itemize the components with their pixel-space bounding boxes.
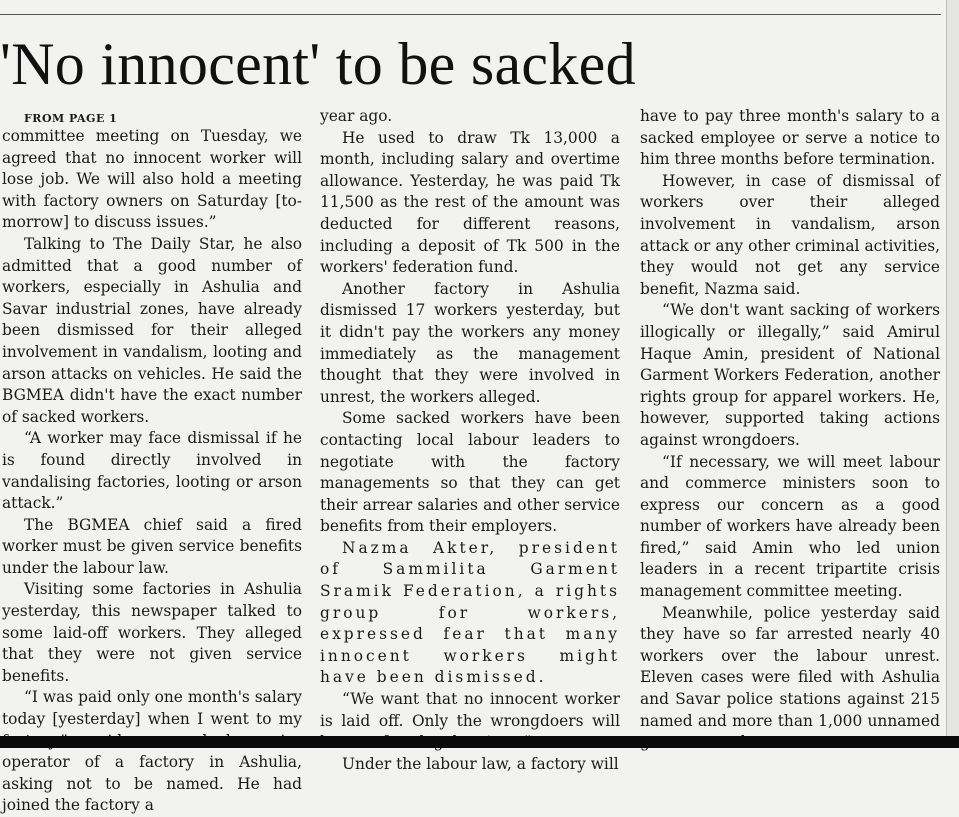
paragraph: “We want that no innocent worker is laid off. Only the wrongdoers will	[320, 690, 620, 730]
paragraph: The BGMEA chief said a fired worker must be given service benefits under the labour law.	[2, 515, 302, 577]
page-edge	[946, 0, 959, 748]
paragraph: Meanwhile, police yesterday said they have so far arrested nearly 40 workers over the labour unrest. Eleven cases were filed with Ashulia and Savar police stations against 215 named and more than 1,000 unnamed	[640, 603, 940, 730]
paragraph: Some sacked workers have been contacting local labour leaders to negotiate with the factory managements so that they can get their arrear salaries and other service benefits from their employers.	[320, 409, 620, 536]
article-column-2	[320, 106, 620, 775]
paragraph: committee meeting on Tuesday, we agreed that no innocent worker will lose job. We will also hold a meeting with factory owners on Saturday [to-morrow] to discuss issues.”	[2, 127, 302, 232]
paragraph: Under the labour law, a factory will	[342, 754, 619, 773]
paragraph: “If necessary, we will meet labour and commerce ministers soon to express our concern as a good number of workers have already been fired,” said Amin who led union leaders in a recent tripartite crisis management committee meeting.	[640, 452, 940, 601]
paragraph: Nazma Akter, president of Sammilita Garment Sramik Federation, a rights group for workers, expressed fear that many innocent workers might have been dismissed.	[320, 538, 620, 687]
paragraph: year ago.	[320, 107, 393, 125]
paragraph: Visiting some factories in Ashulia yesterday, this newspaper talked to some laid-off workers. They alleged that they were not given service benefits.	[2, 580, 302, 685]
headline: 'No innocent' to be sacked	[0, 31, 636, 97]
paragraph: He used to draw Tk 13,000 a month, including salary and overtime allowance. Yesterday, he was paid Tk 11,500 as the rest of the amount was deducted for different reasons, including a deposit of Tk 500 in the workers' federation fund.	[320, 128, 620, 277]
article-column-3	[640, 106, 940, 754]
paragraph: “A worker may face dismissal if he is found directly involved in vandalising factories, looting or arson attack.”	[2, 429, 302, 513]
kicker: FROM PAGE 1	[24, 112, 118, 125]
paragraph: Talking to The Daily Star, he also admitted that a good number of workers, especially in Ashulia and Savar industrial zones, have already been dismissed for their alleged involvement in vandalism, looting and arson attacks on vehicles. He said the BGMEA didn't have the exact number of sacked workers.	[2, 234, 302, 426]
paragraph: “I was paid only one month's salary today [yesterday] when I went to my operator of a factory in Ashulia, asking not to be named. He had joined the factory a	[2, 688, 302, 815]
paragraph: Another factory in Ashulia dismissed 17 workers yesterday, but it didn't pay the workers any money immediately as the management thought that they were involved in unrest, the workers alleged.	[320, 279, 620, 406]
paragraph: However, in case of dismissal of workers over their alleged involvement in vandalism, arson attack or any other criminal activities, they would not get any service benefit, Nazma said.	[640, 171, 940, 298]
paragraph: have to pay three month's salary to a sacked employee or serve a notice to him three months before termination.	[640, 107, 940, 169]
top-rule	[0, 14, 941, 15]
article-column-1	[2, 112, 302, 817]
paragraph: “We don't want sacking of workers illogically or illegally,” said Amirul Haque Amin, president of National Garment Workers Federation, another rights group for apparel workers. He, however, supported taking actions against wrongdoers.	[640, 301, 940, 449]
bottom-bar	[0, 736, 959, 748]
